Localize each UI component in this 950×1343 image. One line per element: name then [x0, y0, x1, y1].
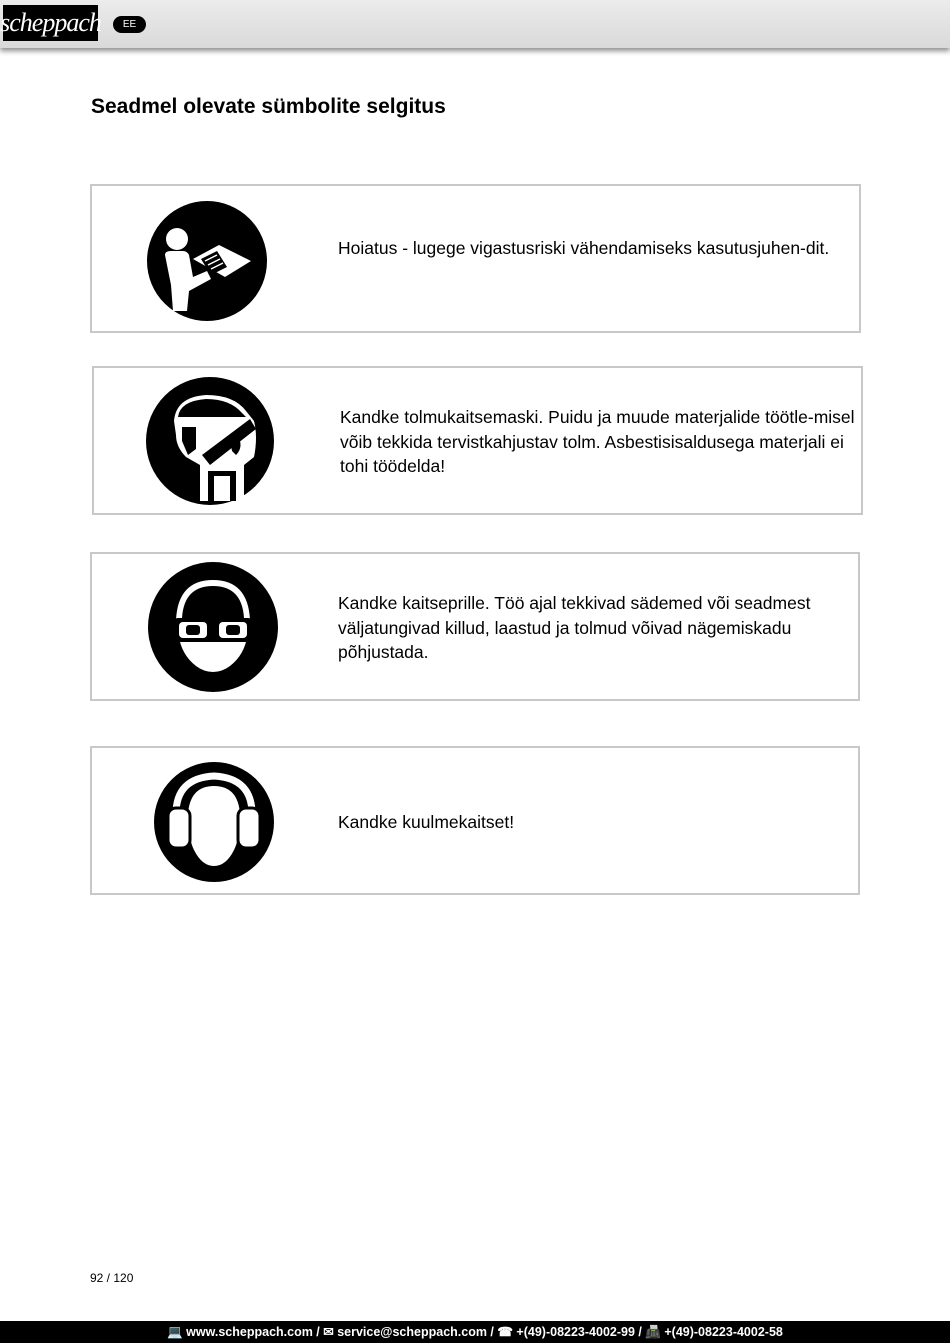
- symbol-text: Kandke kuulmekaitset!: [338, 812, 515, 832]
- header-bar: [0, 0, 950, 48]
- symbol-box-dust-mask: [92, 366, 863, 515]
- scheppach-logo: scheppach: [3, 5, 98, 41]
- symbol-text: Hoiatus - lugege vigastusriski vähendamiseks kasutusjuhen-dit.: [338, 238, 830, 258]
- read-manual-icon: [147, 201, 267, 321]
- ear-protection-icon: [154, 762, 274, 882]
- language-badge: EE: [113, 16, 146, 33]
- page-number: 92 / 120: [90, 1271, 134, 1285]
- safety-goggles-icon: [148, 562, 278, 692]
- symbol-text: Kandke kaitseprille. Töö ajal tekkivad sädemed või seadmest väljatungivad killud, laastud ja tolmud võivad nägemiskadu põhjustada.: [338, 593, 811, 662]
- symbol-box-safety-goggles: [90, 552, 860, 701]
- footer-bar: [0, 1321, 950, 1343]
- symbol-box-read-manual: [90, 184, 861, 333]
- dust-mask-icon: [146, 377, 274, 505]
- footer-contact: 💻 www.scheppach.com / ✉ service@scheppach.com / ☎ +(49)-08223-4002-99 / 📠 +(49)-08223-4002-58: [167, 1325, 783, 1339]
- page-title: Seadmel olevate sümbolite selgitus: [91, 95, 446, 118]
- symbol-text: Kandke tolmukaitsemaski. Puidu ja muude materjalide töötle-misel võib tekkida tervistkahjustav tolm. Asbestisisaldusega materjali ei tohi töödelda!: [340, 407, 855, 476]
- symbol-box-ear-protection: [90, 746, 860, 895]
